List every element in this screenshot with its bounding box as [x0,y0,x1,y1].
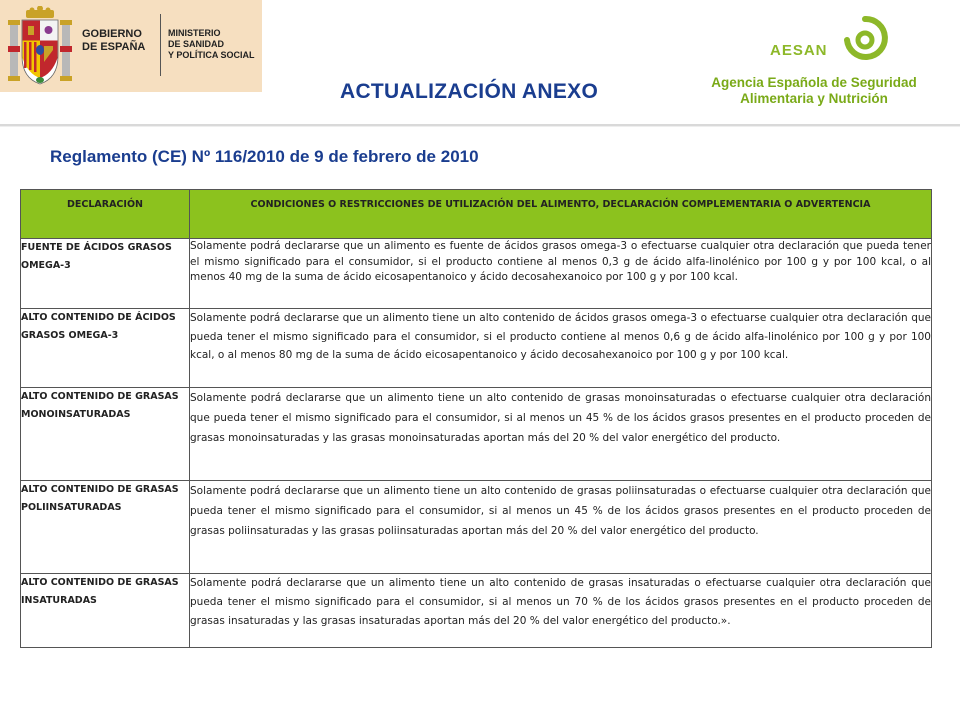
conditions-cell: Solamente podrá declararse que un alimento tiene un alto contenido de grasas poliinsaturadas o efectuarse cualquier otra declaración que pueda tener el mismo significado para el consumidor, si al menos un 45 % de los ácidos grasos presentes en el producto proceden de grasas poliinsaturadas y las grasas poliinsaturadas aportan más del 20 % del valor energético del producto. [190,481,932,574]
gobierno-de-espana-text: GOBIERNO DE ESPAÑA [82,28,146,53]
aesan-logo-icon [842,13,888,63]
declarations-table [20,189,932,648]
page-header [0,0,960,126]
header-divider [160,14,161,76]
column-header-condiciones: CONDICIONES O RESTRICCIONES DE UTILIZACIÓN DEL ALIMENTO, DECLARACIÓN COMPLEMENTARIA O ADVERTENCIA [190,190,932,239]
conditions-cell: Solamente podrá declararse que un alimento tiene un alto contenido de grasas insaturadas o efectuarse cualquier otra declaración que pueda tener el mismo significado para el consumidor, si al menos un 70 % de los ácidos grasos presentes en el producto proceden de grasas insaturadas y las grasas insaturadas aportan más del 20 % del valor energético del producto.». [190,574,932,648]
table-row [21,481,932,574]
conditions-cell: Solamente podrá declararse que un alimento es fuente de ácidos grasos omega-3 o efectuarse cualquier otra declaración que pueda tener el mismo significado para el consumidor, si el producto contiene al menos 0,3 g de ácido alfa-linolénico por 100 g y por 100 kcal, o al menos 40 mg de la suma de ácido eicosapentanoico y ácido decosahexanoico por 100 g y por 100 kcal. [190,239,932,309]
ministerio-text: MINISTERIO DE SANIDAD Y POLÍTICA SOCIAL [168,28,255,60]
table-header-row [21,190,932,239]
declaration-cell: ALTO CONTENIDO DE ÁCIDOS GRASOS OMEGA-3 [21,309,190,388]
declaration-cell: ALTO CONTENIDO DE GRASAS INSATURADAS [21,574,190,648]
conditions-cell: Solamente podrá declararse que un alimento tiene un alto contenido de ácidos grasos omega-3 o efectuarse cualquier otra declaración que pueda tener el mismo significado para el consumidor, si el producto contiene al menos 0,6 g de ácido alfa-linolénico por 100 g y por 100 kcal, o al menos 80 mg de la suma de ácido eicosapentanoico y ácido decosahexanoico por 100 g y por 100 kcal. [190,309,932,388]
page-title: ACTUALIZACIÓN ANEXO [340,80,599,103]
table-row [21,239,932,309]
header-separator-light [0,126,960,127]
aesan-label: AESAN [770,42,828,59]
conditions-cell: Solamente podrá declararse que un alimento tiene un alto contenido de grasas monoinsaturadas o efectuarse cualquier otra declaración que pueda tener el mismo significado para el consumidor, si al menos un 45 % de los ácidos grasos presentes en el producto proceden de grasas monoinsaturadas y las grasas monoinsaturadas aportan más del 20 % del valor energético del producto. [190,388,932,481]
declaration-cell: FUENTE DE ÁCIDOS GRASOS OMEGA-3 [21,239,190,309]
table-row [21,574,932,648]
table-row [21,309,932,388]
column-header-declaracion: DECLARACIÓN [21,190,190,239]
regulation-subtitle: Reglamento (CE) Nº 116/2010 de 9 de febrero de 2010 [50,147,479,166]
table-row [21,388,932,481]
declaration-cell: ALTO CONTENIDO DE GRASAS MONOINSATURADAS [21,388,190,481]
government-band [0,0,262,92]
declaration-cell: ALTO CONTENIDO DE GRASAS POLIINSATURADAS [21,481,190,574]
agency-name: Agencia Española de Seguridad Alimentaria y Nutrición [711,75,917,106]
spain-coat-of-arms-icon [8,6,72,88]
